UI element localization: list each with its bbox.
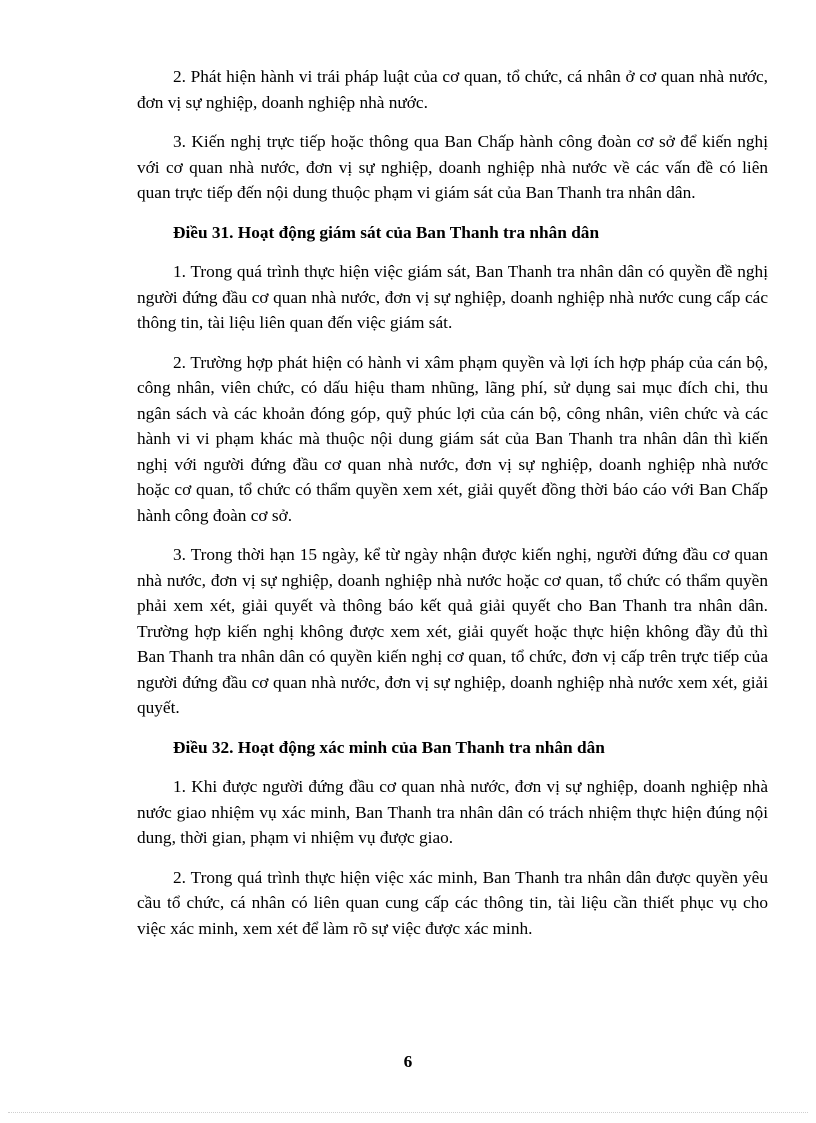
paragraph-3-recommendations: 3. Kiến nghị trực tiếp hoặc thông qua Ban Chấp hành công đoàn cơ sở để kiến nghị với cơ quan nhà nước, đơn vị sự nghiệp, doanh nghiệp nhà nước về các vấn đề có liên quan trực tiếp đến nội dung thuộc phạm vi giám sát của Ban Thanh tra nhân dân. <box>137 132 768 202</box>
page-bottom-divider <box>8 1112 808 1113</box>
page-number: 6 <box>403 1052 413 1071</box>
article-31-clause-2: 2. Trường hợp phát hiện có hành vi xâm phạm quyền và lợi ích hợp pháp của cán bộ, công nhân, viên chức, có dấu hiệu tham nhũng, lãng phí, sử dụng sai mục đích chi, thu ngân sách và các khoản đóng góp, quỹ phúc lợi của cán bộ, công nhân, viên chức và các hành vi vi phạm khác mà thuộc nội dung giám sát của Ban Thanh tra nhân dân thì kiến nghị với người đứng đầu cơ quan nhà nước, đơn vị sự nghiệp, doanh nghiệp nhà nước hoặc cơ quan, tổ chức có thẩm quyền xem xét, giải quyết đồng thời báo cáo với Ban Chấp hành công đoàn cơ sở. <box>137 352 768 525</box>
article-32-clause-1: 1. Khi được người đứng đầu cơ quan nhà nước, đơn vị sự nghiệp, doanh nghiệp nhà nước giao nhiệm vụ xác minh, Ban Thanh tra nhân dân có trách nhiệm thực hiện đúng nội dung, thời gian, phạm vi nhiệm vụ được giao. <box>137 777 768 847</box>
article-31-heading: Điều 31. Hoạt động giám sát của Ban Thanh tra nhân dân <box>173 222 600 242</box>
paragraph-2-violations: 2. Phát hiện hành vi trái pháp luật của cơ quan, tổ chức, cá nhân ở cơ quan nhà nước, đơn vị sự nghiệp, doanh nghiệp nhà nước. <box>137 67 768 112</box>
article-32-heading: Điều 32. Hoạt động xác minh của Ban Thanh tra nhân dân <box>173 737 605 757</box>
article-31-clause-3: 3. Trong thời hạn 15 ngày, kể từ ngày nhận được kiến nghị, người đứng đầu cơ quan nhà nước, đơn vị sự nghiệp, doanh nghiệp nhà nước hoặc cơ quan, tổ chức có thẩm quyền phải xem xét, giải quyết và thông báo kết quả giải quyết cho Ban Thanh tra nhân dân. Trường hợp kiến nghị không được xem xét, giải quyết hoặc thực hiện không đầy đủ thì Ban Thanh tra nhân dân có quyền kiến nghị cơ quan, tổ chức, đơn vị cấp trên trực tiếp của người đứng đầu cơ quan nhà nước, đơn vị sự nghiệp, doanh nghiệp nhà nước xem xét, giải quyết. <box>137 545 768 717</box>
article-31-clause-1: 1. Trong quá trình thực hiện việc giám sát, Ban Thanh tra nhân dân có quyền đề nghị người đứng đầu cơ quan nhà nước, đơn vị sự nghiệp, doanh nghiệp nhà nước cung cấp các thông tin, tài liệu liên quan đến việc giám sát. <box>137 262 768 332</box>
document-body <box>137 64 768 955</box>
article-32-clause-2: 2. Trong quá trình thực hiện việc xác minh, Ban Thanh tra nhân dân được quyền yêu cầu tổ chức, cá nhân có liên quan cung cấp các thông tin, tài liệu cần thiết phục vụ cho việc xác minh, xem xét để làm rõ sự việc được xác minh. <box>137 867 768 938</box>
